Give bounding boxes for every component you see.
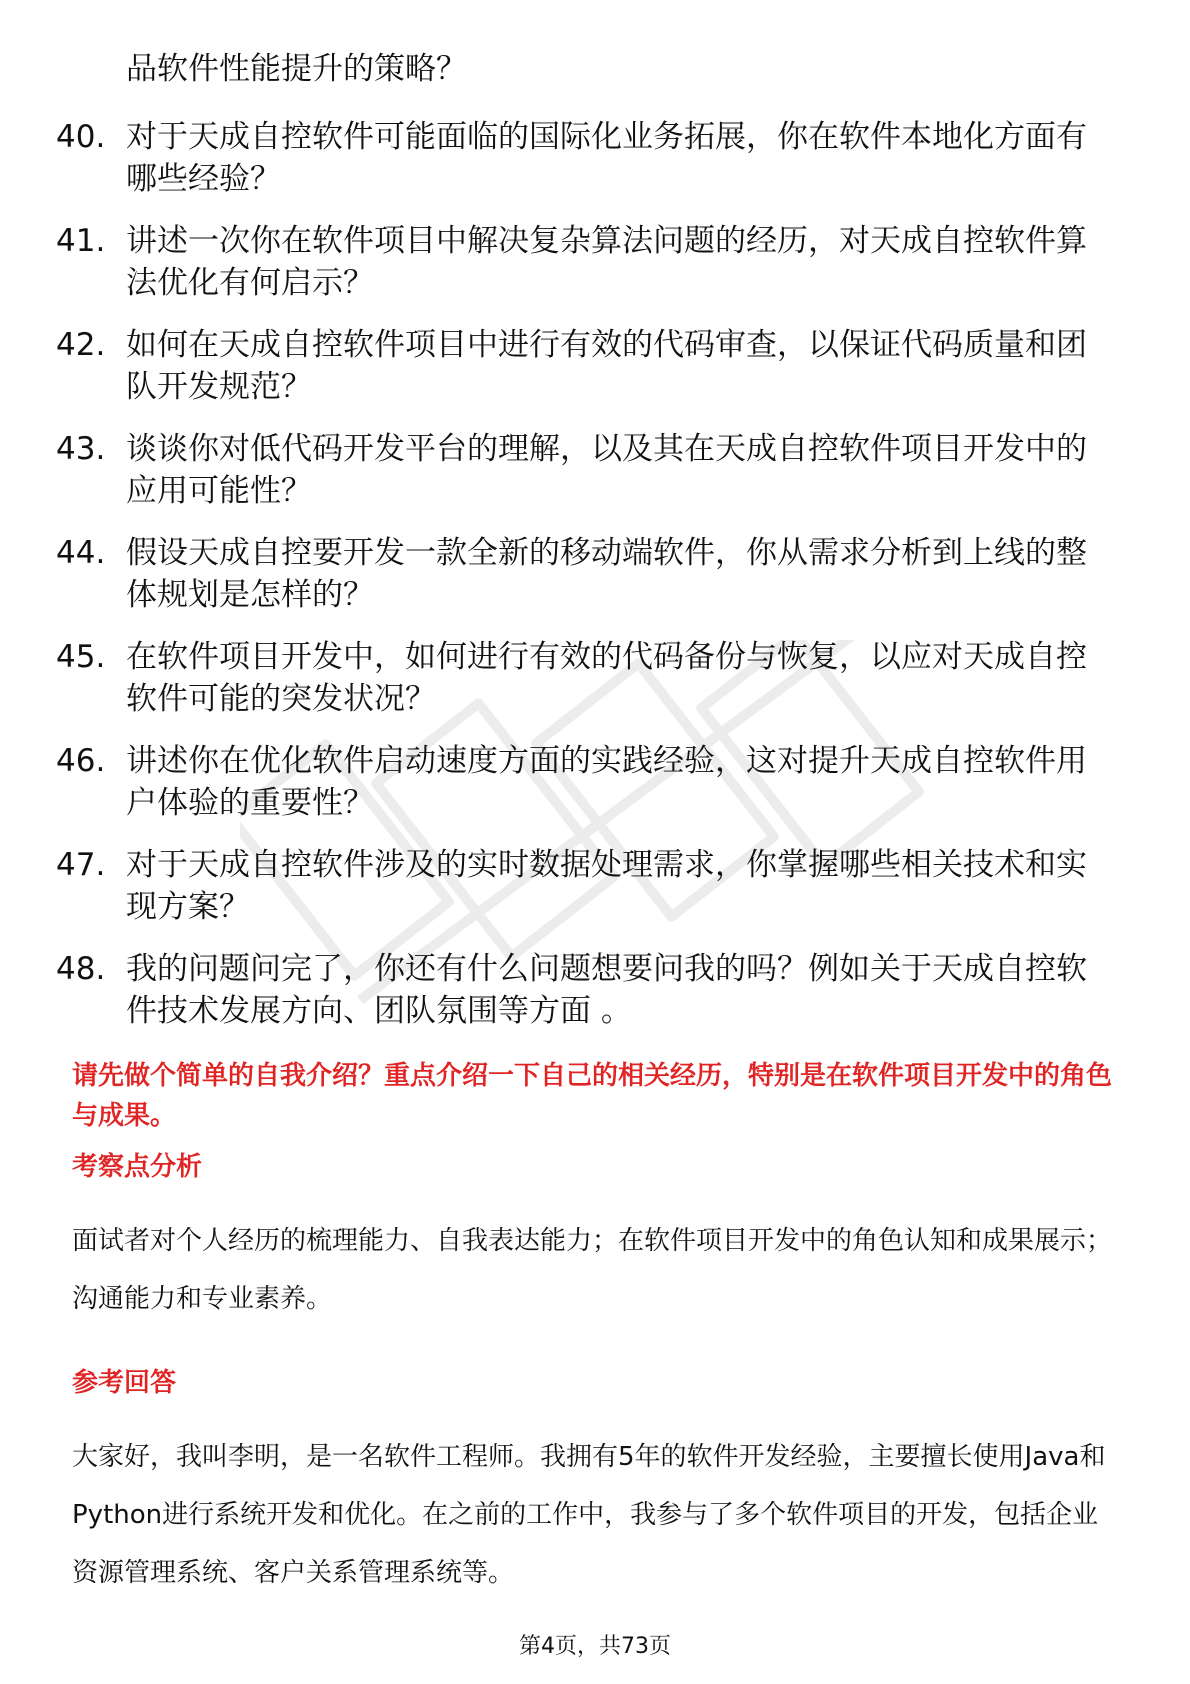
list-item	[56, 636, 1116, 720]
question-list	[56, 116, 1116, 1052]
question-text: 对于天成自控软件涉及的实时数据处理需求，你掌握哪些相关技术和实现方案？	[126, 847, 1087, 925]
question-number: 47.	[56, 847, 106, 883]
list-item	[56, 740, 1116, 824]
list-item	[56, 220, 1116, 304]
answer-title: 参考回答	[72, 1368, 177, 1398]
list-item	[56, 844, 1116, 928]
page-footer: 第4页，共73页	[519, 1634, 671, 1659]
list-item	[56, 116, 1116, 200]
list-item	[56, 324, 1116, 408]
question-number: 45.	[56, 639, 106, 675]
question-number: 41.	[56, 223, 106, 259]
highlight-question: 请先做个简单的自我介绍？重点介绍一下自己的相关经历，特别是在软件项目开发中的角色与成果。	[72, 1061, 1113, 1131]
list-item	[56, 948, 1116, 1032]
analysis-title: 考察点分析	[72, 1152, 203, 1182]
question-text: 讲述你在优化软件启动速度方面的实践经验，这对提升天成自控软件用户体验的重要性？	[126, 743, 1087, 821]
list-item	[56, 532, 1116, 616]
question-text: 谈谈你对低代码开发平台的理解，以及其在天成自控软件项目开发中的应用可能性？	[126, 431, 1087, 509]
question-number: 42.	[56, 327, 106, 363]
question-number: 44.	[56, 535, 106, 571]
question-text: 我的问题问完了，你还有什么问题想要问我的吗？例如关于天成自控软件技术发展方向、团队氛围等方面 。	[126, 951, 1087, 1029]
answer-text: 大家好，我叫李明，是一名软件工程师。我拥有5年的软件开发经验，主要擅长使用Java和Python进行系统开发和优化。在之前的工作中，我参与了多个软件项目的开发，包括企业资源管理系统、客户关系管理系统等。	[72, 1442, 1106, 1588]
analysis-text: 面试者对个人经历的梳理能力、自我表达能力；在软件项目开发中的角色认知和成果展示；沟通能力和专业素养。	[72, 1226, 1113, 1314]
question-number: 43.	[56, 431, 106, 467]
question-text: 假设天成自控要开发一款全新的移动端软件，你从需求分析到上线的整体规划是怎样的？	[126, 535, 1087, 613]
question-number: 40.	[56, 119, 106, 155]
question-text: 讲述一次你在软件项目中解决复杂算法问题的经历，对天成自控软件算法优化有何启示？	[126, 223, 1087, 301]
question-text: 在软件项目开发中，如何进行有效的代码备份与恢复，以应对天成自控软件可能的突发状况？	[126, 639, 1087, 717]
list-item	[56, 428, 1116, 512]
question-text: 对于天成自控软件可能面临的国际化业务拓展，你在软件本地化方面有哪些经验？	[126, 119, 1087, 197]
question-number: 48.	[56, 951, 106, 987]
continuation-text: 品软件性能提升的策略？	[126, 51, 467, 87]
question-text: 如何在天成自控软件项目中进行有效的代码审查，以保证代码质量和团队开发规范？	[126, 327, 1087, 405]
question-number: 46.	[56, 743, 106, 779]
